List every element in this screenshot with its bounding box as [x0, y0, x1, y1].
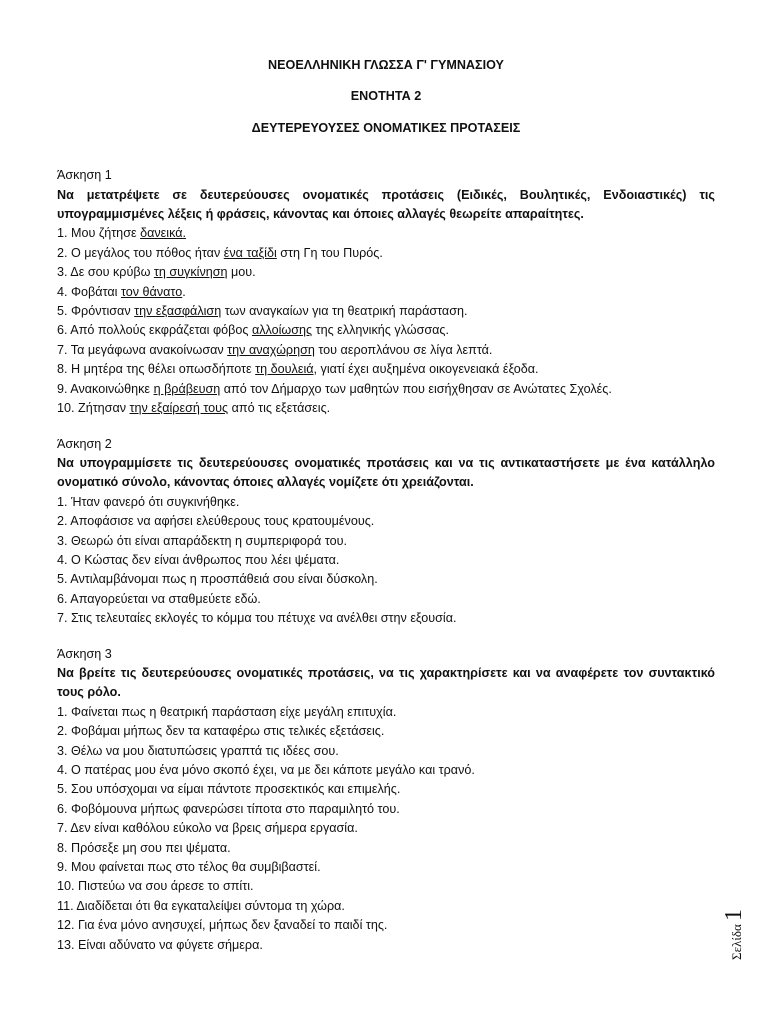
item-text: 9. Μου φαίνεται πως στο τέλος θα συμβιβαστεί. [57, 860, 321, 875]
item-text: 11. Διαδίδεται ότι θα εγκαταλείψει σύντομα τη χώρα. [57, 898, 345, 913]
item-text: 9. Ανακοινώθηκε [57, 381, 154, 396]
item-text: 3. Θέλω να μου διατυπώσεις γραπτά τις ιδέες σου. [57, 743, 339, 758]
underlined-phrase: η βράβευση [153, 381, 221, 396]
exercise-item [57, 551, 715, 570]
item-text: 8. Η μητέρα της θέλει οπωσδήποτε [57, 362, 256, 377]
exercise-item [57, 321, 715, 340]
exercise-item [57, 877, 715, 896]
exercise-item [57, 263, 715, 282]
item-text: 6. Φοβόμουνα μήπως φανερώσει τίποτα στο παραμιλητό του. [57, 801, 400, 816]
exercise-item [57, 780, 715, 799]
item-text: στη Γη του Πυρός. [276, 245, 383, 260]
exercise-title: Άσκηση 1 [57, 168, 112, 183]
underlined-phrase: τη δουλειά [255, 362, 314, 377]
page-label: Σελίδα [729, 924, 744, 960]
item-text: , γιατί έχει αυξημένα οικογενειακά έξοδα. [313, 362, 539, 377]
underlined-phrase: τον θάνατο [120, 284, 183, 299]
exercise-2 [57, 435, 715, 629]
exercise-title: Άσκηση 2 [57, 436, 112, 451]
item-text: 4. Φοβάται [57, 284, 121, 299]
item-text: 6. Απαγορεύεται να σταθμεύετε εδώ. [57, 591, 261, 606]
exercise-item [57, 283, 715, 302]
exercise-item [57, 590, 715, 609]
exercise-item [57, 742, 715, 761]
exercise-item [57, 360, 715, 379]
item-text: 13. Είναι αδύνατο να φύγετε σήμερα. [57, 937, 263, 952]
item-text: . [182, 284, 186, 299]
exercise-item [57, 761, 715, 780]
item-text: από τον Δήμαρχο των μαθητών που εισήχθησαν σε Ανώτατες Σχολές. [220, 381, 612, 396]
item-text: 4. Ο πατέρας μου ένα μόνο σκοπό έχει, να με δει κάποτε μεγάλο και τρανό. [57, 763, 475, 777]
exercise-list [57, 166, 715, 955]
exercise-item [57, 800, 715, 819]
item-text: του αεροπλάνου σε λίγα λεπτά. [314, 342, 493, 357]
item-text: 1. Ήταν φανερό ότι συγκινήθηκε. [57, 494, 240, 509]
item-text: 2. Φοβάμαι μήπως δεν τα καταφέρω στις τελικές εξετάσεις. [57, 724, 385, 739]
underlined-phrase: την εξασφάλιση [134, 304, 222, 319]
exercise-item [57, 380, 715, 399]
item-text: 3. Δε σου κρύβω [57, 265, 154, 280]
exercise-item [57, 897, 715, 916]
exercise-item [57, 512, 715, 531]
item-text: 2. Ο μεγάλος του πόθος ήταν [57, 245, 224, 260]
exercise-3 [57, 645, 715, 956]
page-footer [715, 890, 765, 970]
item-text: 4. Ο Κώστας δεν είναι άνθρωπος που λέει ψέματα. [57, 552, 340, 567]
exercise-item [57, 819, 715, 838]
item-text: 3. Θεωρώ ότι είναι απαράδεκτη η συμπεριφορά του. [57, 533, 348, 548]
exercise-item [57, 341, 715, 360]
item-text: 5. Αντιλαμβάνομαι πως η προσπάθειά σου είναι δύσκολη. [57, 572, 378, 587]
document-page [57, 56, 715, 955]
exercise-item [57, 224, 715, 243]
exercise-item [57, 244, 715, 263]
exercise-instruction: Να βρείτε τις δευτερεύουσες ονοματικές προτάσεις, να τις χαρακτηρίσετε και να αναφέρετε τον συντακτικό τους ρόλο. [57, 665, 715, 700]
underlined-phrase: την εξαίρεσή τους [129, 401, 229, 416]
exercise-item [57, 936, 715, 955]
item-text: 2. Αποφάσισε να αφήσει ελεύθερους τους κρατουμένους. [57, 514, 375, 529]
underlined-phrase: την αναχώρηση [227, 342, 315, 357]
exercise-item [57, 399, 715, 418]
course-title: ΝΕΟΕΛΛΗΝΙΚΗ ΓΛΩΣΣΑ Γ' ΓΥΜΝΑΣΙΟΥ [268, 58, 504, 72]
item-text: 10. Ζήτησαν [57, 401, 130, 416]
exercise-item [57, 532, 715, 551]
exercise-instruction: Να υπογραμμίσετε τις δευτερεύουσες ονοματικές προτάσεις και να τις αντικαταστήσετε με ένα κατάλληλο ονοματικό σύνολο, κάνοντας όποιες αλλαγές νομίζετε ότι χρειάζονται. [57, 455, 715, 490]
underlined-phrase: δανεικά. [140, 226, 187, 241]
item-text: 12. Για ένα μόνο ανησυχεί, μήπως δεν ξαναδεί το παιδί της. [57, 918, 388, 933]
item-text: από τις εξετάσεις. [228, 401, 331, 416]
item-text: 5. Σου υπόσχομαι να είμαι πάντοτε προσεκτικός και επιμελής. [57, 782, 401, 797]
unit-title: ΕΝΟΤΗΤΑ 2 [350, 89, 422, 104]
exercise-item [57, 916, 715, 935]
underlined-phrase: ένα ταξίδι [223, 245, 277, 260]
page-number: 1 [721, 908, 747, 921]
exercise-1 [57, 166, 715, 418]
exercise-item [57, 302, 715, 321]
item-text: 7. Στις τελευταίες εκλογές το κόμμα του πέτυχε να ανέλθει στην εξουσία. [57, 611, 457, 626]
exercise-instruction: Να μετατρέψετε σε δευτερεύουσες ονοματικές προτάσεις (Ειδικές, Βουλητικές, Ενδοιαστικές) τις υπογραμμισμένες λέξεις ή φράσεις, κάνοντας και όποιες αλλαγές θεωρείτε απαραίτητες. [57, 187, 715, 222]
item-text: 6. Από πολλούς εκφράζεται φόβος [57, 323, 252, 338]
item-text: 7. Δεν είναι καθόλου εύκολο να βρεις σήμερα εργασία. [57, 821, 358, 836]
item-text: της ελληνικής γλώσσας. [312, 323, 449, 338]
item-text: 1. Φαίνεται πως η θεατρική παράσταση είχε μεγάλη επιτυχία. [57, 704, 397, 719]
exercise-item [57, 493, 715, 512]
item-text: 10. Πιστεύω να σου άρεσε το σπίτι. [57, 879, 254, 894]
underlined-phrase: τη συγκίνηση [153, 265, 228, 280]
topic-title: ΔΕΥΤΕΡΕΥΟΥΣΕΣ ΟΝΟΜΑΤΙΚΕΣ ΠΡΟΤΑΣΕΙΣ [251, 120, 521, 135]
exercise-title: Άσκηση 3 [57, 646, 112, 661]
item-text: των αναγκαίων για τη θεατρική παράσταση. [221, 304, 468, 319]
item-text: 1. Μου ζήτησε [57, 226, 141, 241]
exercise-item [57, 570, 715, 589]
exercise-item [57, 722, 715, 741]
exercise-item [57, 858, 715, 877]
item-text: 5. Φρόντισαν [57, 304, 135, 319]
underlined-phrase: αλλοίωσης [251, 323, 313, 338]
exercise-item [57, 703, 715, 722]
item-text: 7. Τα μεγάφωνα ανακοίνωσαν [57, 342, 228, 357]
item-text: μου. [227, 265, 256, 280]
exercise-item [57, 609, 715, 628]
exercise-item [57, 839, 715, 858]
item-text: 8. Πρόσεξε μη σου πει ψέματα. [57, 840, 231, 855]
